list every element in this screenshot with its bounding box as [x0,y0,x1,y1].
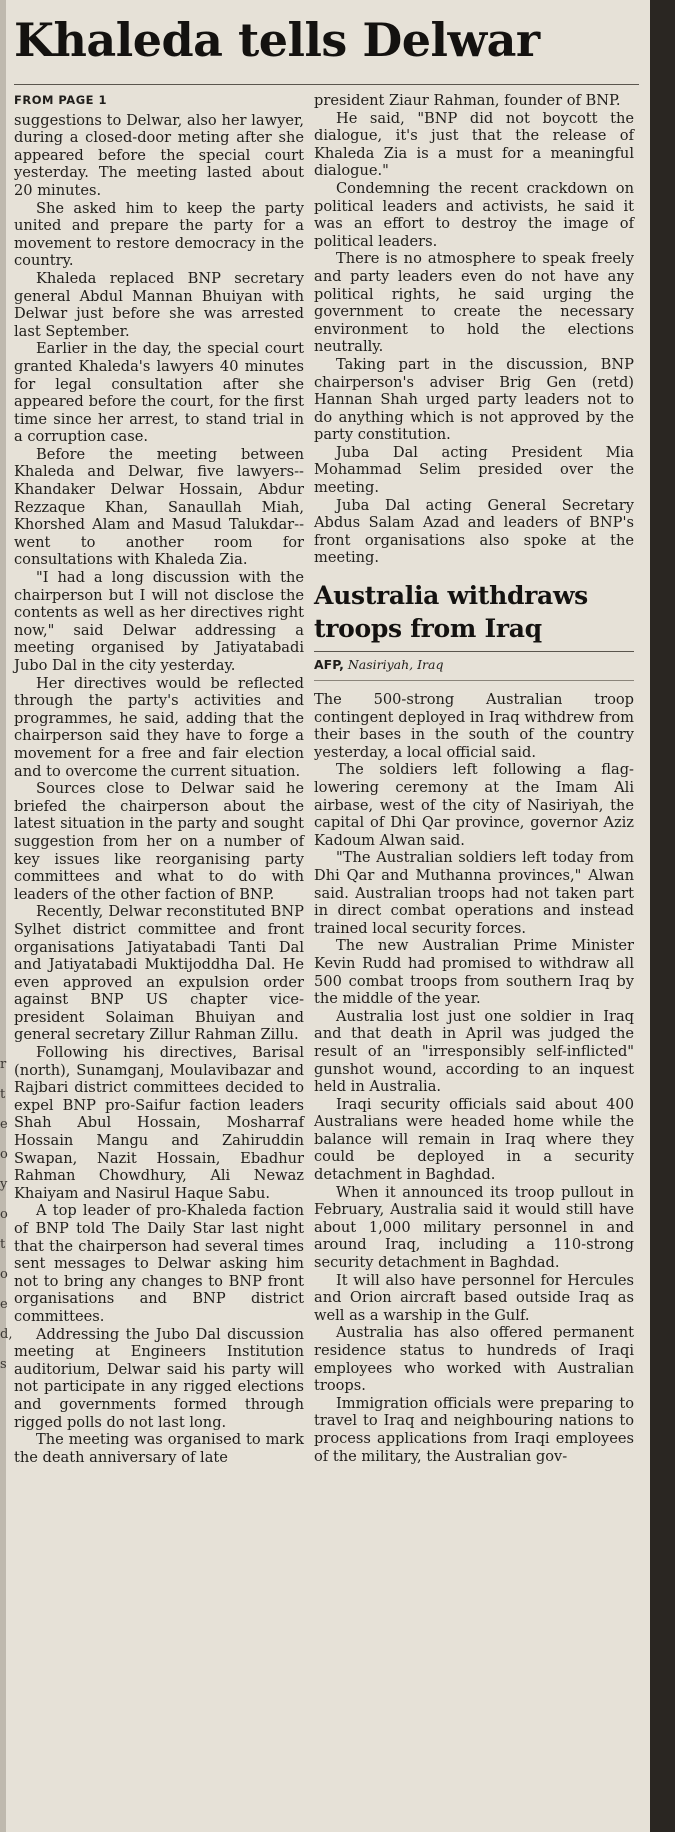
story2-headline: Australia withdraws troops from Iraq [314,581,588,644]
margin-fragment: y [0,1177,8,1192]
paragraph: He said, "BNP did not boycott the dialogue, it's just that the release of Khaleda Zia is a must for a meaningful dialogue." [314,109,634,180]
margin-fragment: o [0,1207,8,1222]
paragraph: Iraqi security officials said about 400 Australians were headed home while the balance will remain in Iraq where they could be deployed in a security detachment in Baghdad. [314,1095,634,1184]
byline-place: Nasiriyah, Iraq [347,657,444,673]
paragraph: Recently, Delwar reconstituted BNP Sylhet district committee and front organisations Jatiyatabadi Tanti Dal and Jatiyatabadi Muktijoddha Dal. He even approved an expulsion order against BNP US chapter vice-president Solaiman Bhuiyan and general secretary Zillur Rahman Zillu. [14,903,304,1044]
paragraph: Following his directives, Barisal (north), Sunamganj, Moulavibazar and Rajbari district committees decided to expel BNP pro-Saifur faction leaders Shah Abul Hossain, Mosharraf Hossain Mangu and Zahiruddin Swapan, Nazit Hossain, Ebadhur Rahman Chowdhury, Ali Newaz Khaiyam and Nasirul Haque Sabu. [14,1044,304,1202]
paragraph: The meeting was organised to mark the death anniversary of late [14,1431,304,1466]
paragraph: Addressing the Jubo Dal discussion meeting at Engineers Institution auditorium, Delwar said his party will not participate in any rigged elections and governments formed through rigged polls do not last long. [14,1325,304,1431]
paragraph: Australia has also offered permanent residence status to hundreds of Iraqi employees who worked with Australian troops. [314,1324,634,1395]
paragraph: The new Australian Prime Minister Kevin Rudd had promised to withdraw all 500 combat troops from southern Iraq by the middle of the year. [314,937,634,1008]
adjacent-column-fragments [0,1050,12,1380]
left-column-edge [0,0,6,1832]
paragraph: Her directives would be reflected through the party's activities and programmes, he said, adding that the chairperson said they have to forge a movement for a free and fair election and to overcome the current situation. [14,674,304,780]
paragraph: Sources close to Delwar said he briefed the chairperson about the latest situation in the party and sought suggestion from her on a number of key issues like reorganising party committees and what to do with leaders of the other faction of BNP. [14,780,304,903]
paragraph: Juba Dal acting President Mia Mohammad Selim presided over the meeting. [314,443,634,497]
byline-agency: AFP, [314,657,344,673]
from-page-label: FROM PAGE 1 [14,93,108,107]
paragraph: Condemning the recent crackdown on political leaders and activists, he said it was an effort to destroy the image of political leaders. [314,179,634,250]
paragraph: "I had a long discussion with the chairperson but I will not disclose the contents as well as her directives right now," said Delwar addressing a meeting organised by Jatiyatabadi Jubo Dal in the city yesterday. [14,569,304,674]
margin-fragment: d, [0,1327,13,1342]
paragraph: It will also have personnel for Hercules and Orion aircraft based outside Iraq as well as a warship in the Gulf. [314,1271,634,1324]
story2-byline [314,656,634,674]
margin-fragment: t [0,1237,6,1252]
paragraph: Khaleda replaced BNP secretary general Abdul Mannan Bhuiyan with Delwar just before she was arrested last September. [14,269,304,340]
paragraph: A top leader of pro-Khaleda faction of BNP told The Daily Star last night that the chairperson had several times sent messages to Delwar asking him not to bring any changes to BNP front organisations and BNP district committees. [14,1202,304,1325]
story-column-2 [314,92,634,1465]
margin-fragment: o [0,1147,8,1162]
paragraph: Before the meeting between Khaleda and Delwar, five lawyers--Khandaker Delwar Hossain, Abdur Rezzaque Khan, Sanaullah Miah, Khorshed Alam and Masud Talukdar--went to another room for consultations with Khaleda Zia. [14,445,304,569]
paragraph: Immigration officials were preparing to travel to Iraq and neighbouring nations to process applications from Iraqi employees of the military, the Australian gov- [314,1394,634,1465]
story2-headline-rule [314,651,634,652]
paragraph: suggestions to Delwar, also her lawyer, during a closed-door meting after she appeared before the special court yesterday. The meeting lasted about 20 minutes. [14,111,304,199]
margin-fragment: t [0,1087,6,1102]
main-headline: Khaleda tells Delwar [14,13,540,67]
paragraph: She asked him to keep the party united and prepare the party for a movement to restore democracy in the country. [14,199,304,270]
margin-fragment: o [0,1267,8,1282]
story-column-1 [14,92,304,1466]
paragraph: The soldiers left following a flag-lowering ceremony at the Imam Ali airbase, west of the city of Nasiriyah, the capital of Dhi Qar province, governor Aziz Kadoum Alwan said. [314,761,634,849]
margin-fragment: r [0,1057,7,1072]
byline-rule [314,680,634,681]
paragraph: The 500-strong Australian troop contingent deployed in Iraq withdrew from their bases in the south of the country yesterday, a local official said. [314,691,634,761]
paragraph: When it announced its troop pullout in February, Australia said it would still have about 1,000 military personnel in and around Iraq, including a 110-strong security detachment in Baghdad. [314,1183,634,1272]
paragraph: president Ziaur Rahman, founder of BNP. [314,92,621,109]
paragraph: There is no atmosphere to speak freely and party leaders even do not have any political rights, he said urging the government to create the necessary environment to hold the elections neutrally. [314,250,634,356]
page-edge-shadow [650,0,675,1832]
paragraph: Taking part in the discussion, BNP chairperson's adviser Brig Gen (retd) Hannan Shah urged party leaders not to do anything which is not approved by the party constitution. [314,355,634,444]
margin-fragment: s [0,1357,7,1372]
margin-fragment: e [0,1297,8,1312]
margin-fragment: e [0,1117,8,1132]
paragraph: Earlier in the day, the special court granted Khaleda's lawyers 40 minutes for legal consultation after she appeared before the court, for the first time since her arrest, to stand trial in a corruption case. [14,340,304,446]
paragraph: Juba Dal acting General Secretary Abdus Salam Azad and leaders of BNP's front organisations also spoke at the meeting. [314,496,634,567]
headline-rule [14,84,639,85]
paragraph: "The Australian soldiers left today from Dhi Qar and Muthanna provinces," Alwan said. Australian troops had not taken part in direct combat operations and instead trained local security forces. [314,849,634,937]
paragraph: Australia lost just one soldier in Iraq and that death in April was judged the result of an "irresponsibly self-inflicted" gunshot wound, according to an inquest held in Australia. [314,1007,634,1096]
